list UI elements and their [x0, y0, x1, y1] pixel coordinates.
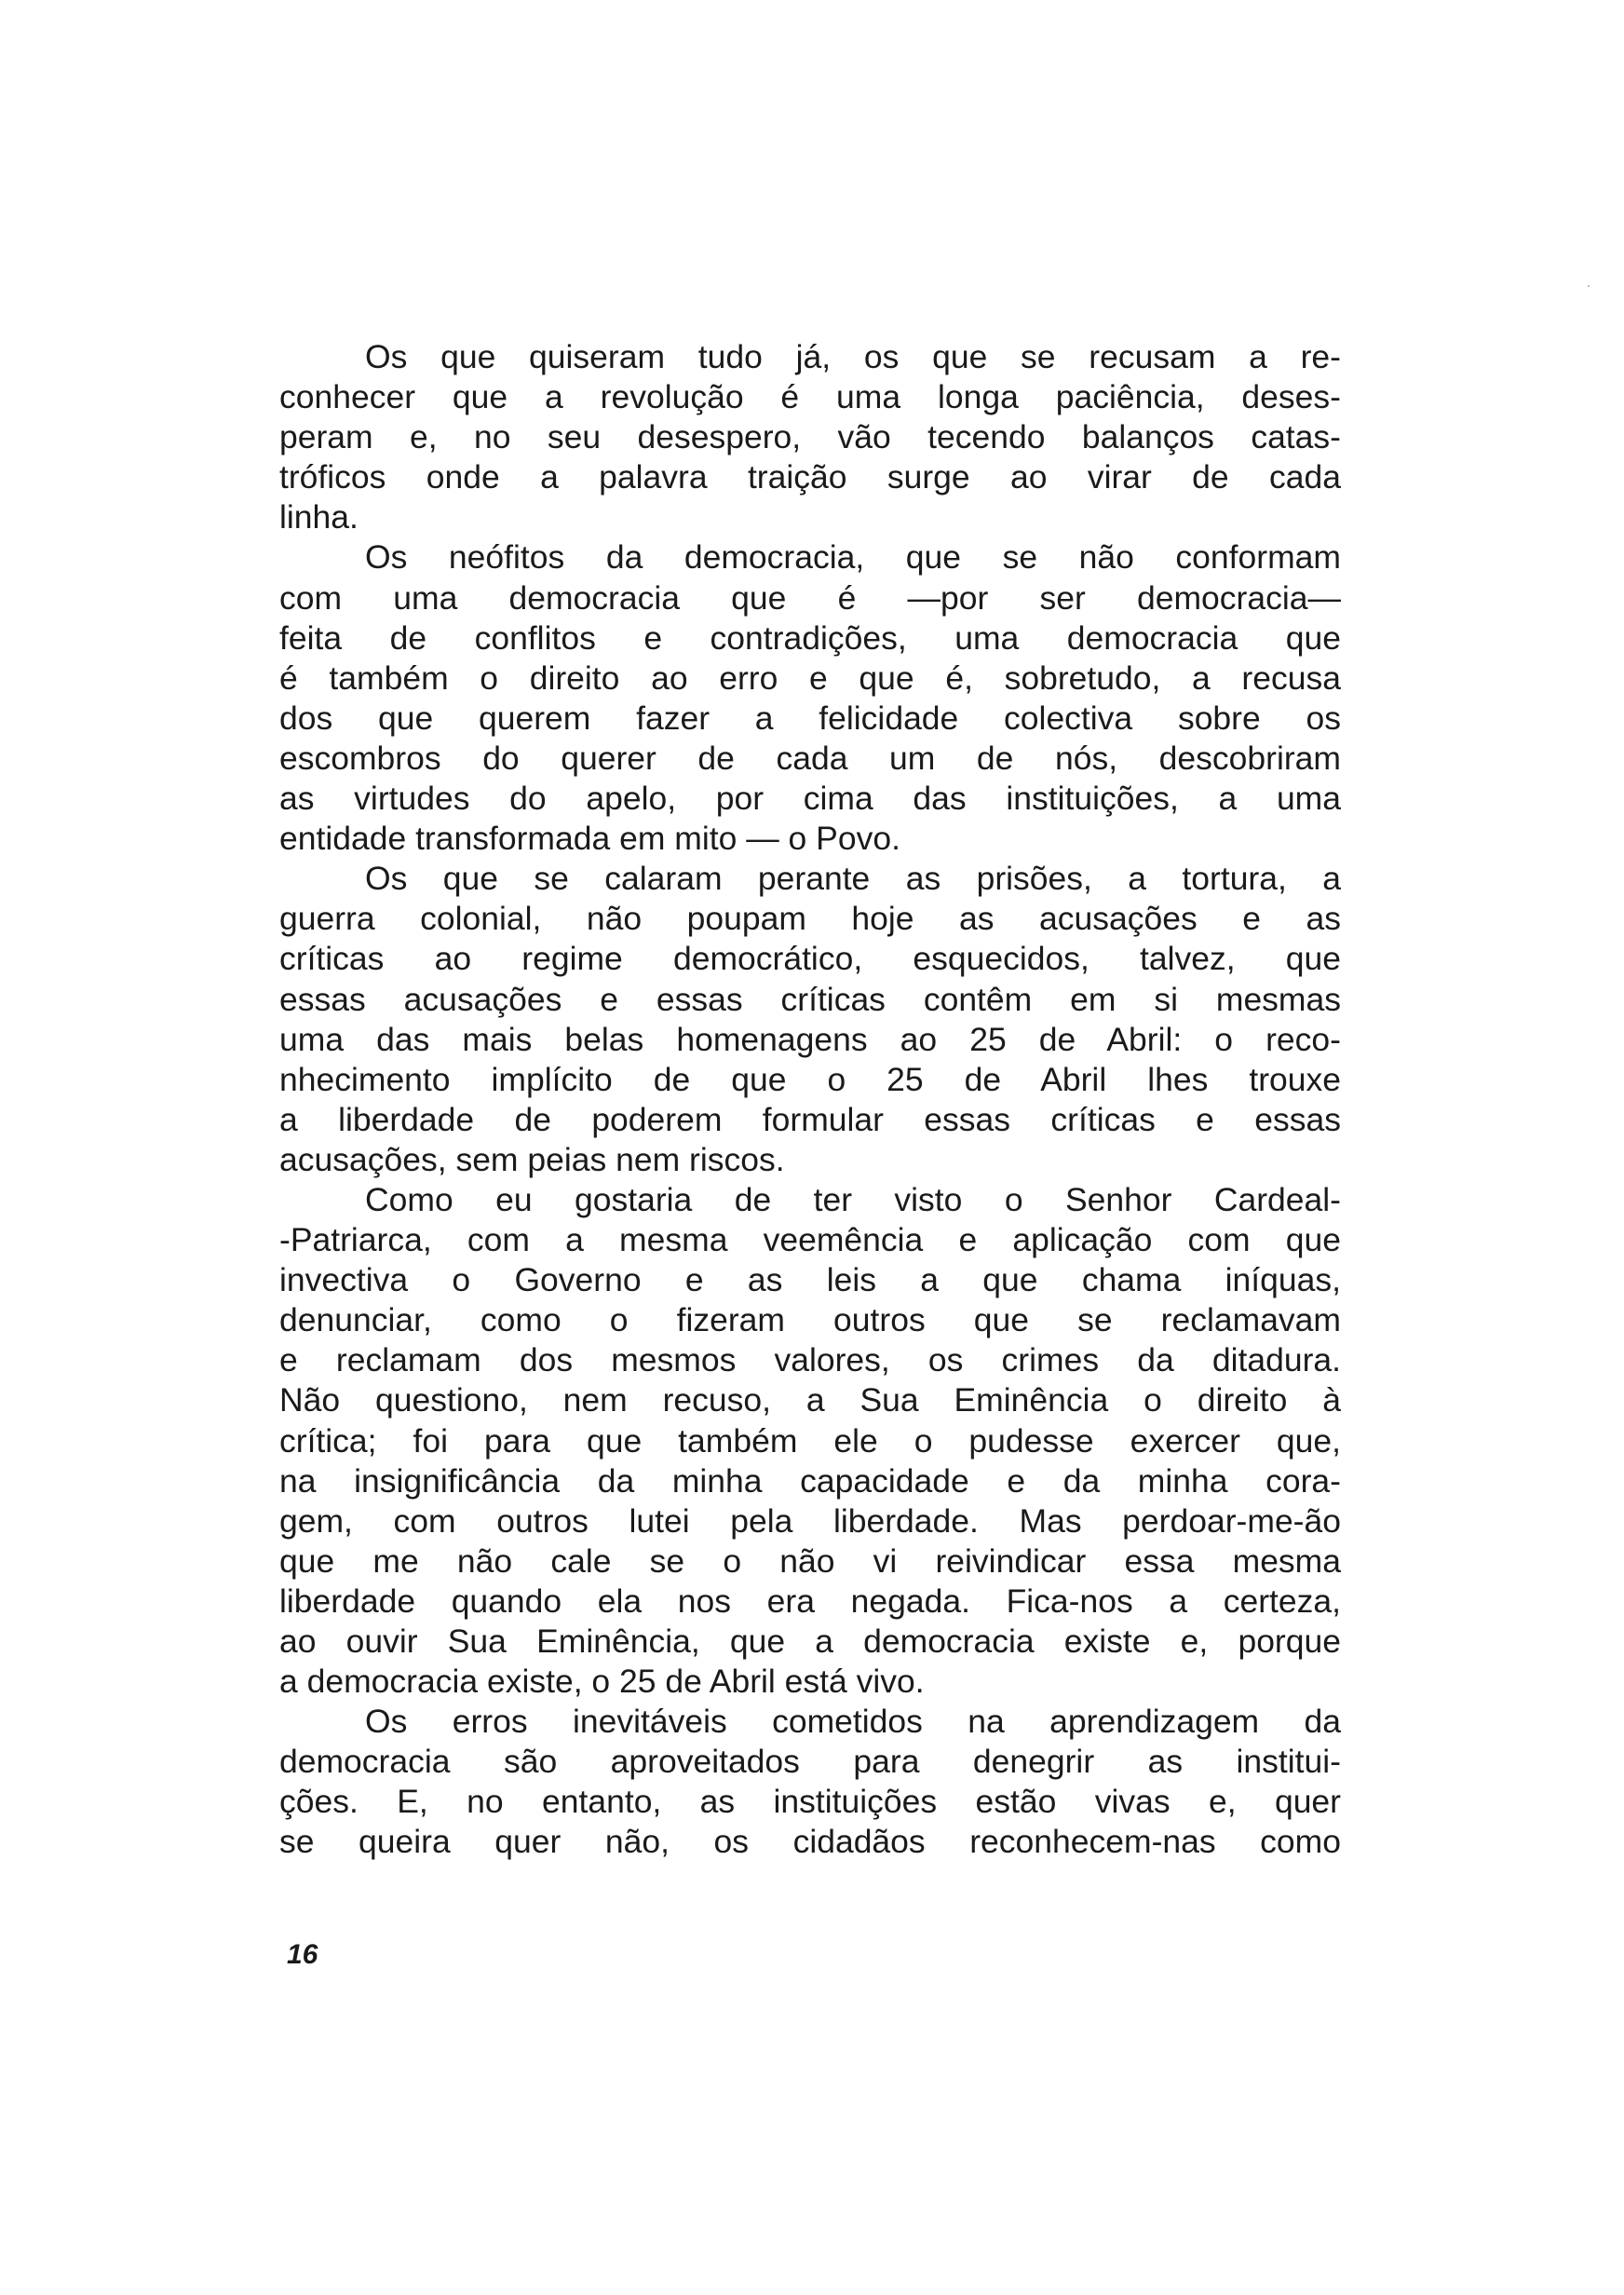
text-line: e reclamam dos mesmos valores, os crimes da ditadura. [279, 1341, 1341, 1379]
text-line: linha. [279, 498, 359, 536]
text-line: Não questiono, nem recuso, a Sua Eminência o direito à [279, 1381, 1341, 1419]
paragraph-1 [279, 337, 1341, 537]
text-line: Os erros inevitáveis cometidos na aprendizagem da [365, 1703, 1341, 1741]
text-line: que me não cale se o não vi reivindicar essa mesma [279, 1541, 1341, 1580]
text-line: as virtudes do apelo, por cima das instituições, a uma [279, 780, 1341, 818]
text-line: na insignificância da minha capacidade e da minha cora- [279, 1461, 1341, 1500]
text-line: uma das mais belas homenagens ao 25 de Abril: o reco- [279, 1020, 1341, 1058]
text-line: com uma democracia que é —por ser democracia— [279, 578, 1341, 617]
paragraph-5 [279, 1702, 1341, 1862]
text-line: ao ouvir Sua Eminência, que a democracia existe e, porque [279, 1623, 1341, 1660]
paragraph-4 [279, 1180, 1341, 1702]
paragraph-3 [279, 859, 1341, 1180]
text-line: Os que quiseram tudo já, os que se recusam a re- [365, 338, 1341, 375]
scan-speck [1588, 285, 1590, 287]
text-line: essas acusações e essas críticas contêm em si mesmas [279, 980, 1341, 1018]
text-line: escombros do querer de cada um de nós, descobriram [279, 739, 1341, 777]
text-line: dos que querem fazer a felicidade colectiva sobre os [279, 699, 1341, 737]
text-line: peram e, no seu desespero, vão tecendo balanços catas- [279, 418, 1341, 456]
paragraph-2 [279, 537, 1341, 859]
text-line: é também o direito ao erro e que é, sobretudo, a recusa [279, 659, 1341, 697]
body-text [279, 337, 1341, 1863]
text-line: Os que se calaram perante as prisões, a tortura, a [365, 860, 1341, 898]
text-line: invectiva o Governo e as leis a que chama iníquas, [279, 1261, 1341, 1299]
text-line: guerra colonial, não poupam hoje as acusações e as [279, 900, 1341, 938]
text-line: Os neófitos da democracia, que se não conformam [365, 538, 1341, 577]
text-line: liberdade quando ela nos era negada. Fica-nos a certeza, [279, 1582, 1341, 1620]
text-line: gem, com outros lutei pela liberdade. Mas perdoar-me-ão [279, 1501, 1341, 1540]
text-line: se queira quer não, os cidadãos reconhecem-nas como [279, 1823, 1341, 1861]
text-line: conhecer que a revolução é uma longa paciência, deses- [279, 378, 1341, 416]
page-number: 16 [287, 1939, 318, 1970]
text-line: feita de conflitos e contradições, uma democracia que [279, 618, 1341, 657]
text-line: tróficos onde a palavra traição surge ao virar de cada [279, 458, 1341, 496]
text-line: ções. E, no entanto, as instituições estão vivas e, quer [279, 1783, 1341, 1821]
text-line: nhecimento implícito de que o 25 de Abril lhes trouxe [279, 1060, 1341, 1098]
text-line: acusações, sem peias nem riscos. [279, 1140, 785, 1178]
text-line: a liberdade de poderem formular essas críticas e essas [279, 1100, 1341, 1138]
text-line: crítica; foi para que também ele o pudesse exercer que, [279, 1421, 1341, 1460]
text-line: democracia são aproveitados para denegrir as institui- [279, 1743, 1341, 1781]
text-line: denunciar, como o fizeram outros que se reclamavam [279, 1301, 1341, 1339]
text-line: a democracia existe, o 25 de Abril está vivo. [279, 1663, 925, 1701]
text-line: -Patriarca, com a mesma veemência e aplicação com que [279, 1221, 1341, 1259]
text-line: entidade transformada em mito — o Povo. [279, 820, 900, 858]
text-line: críticas ao regime democrático, esquecidos, talvez, que [279, 940, 1341, 978]
text-line: Como eu gostaria de ter visto o Senhor Cardeal- [365, 1180, 1341, 1218]
